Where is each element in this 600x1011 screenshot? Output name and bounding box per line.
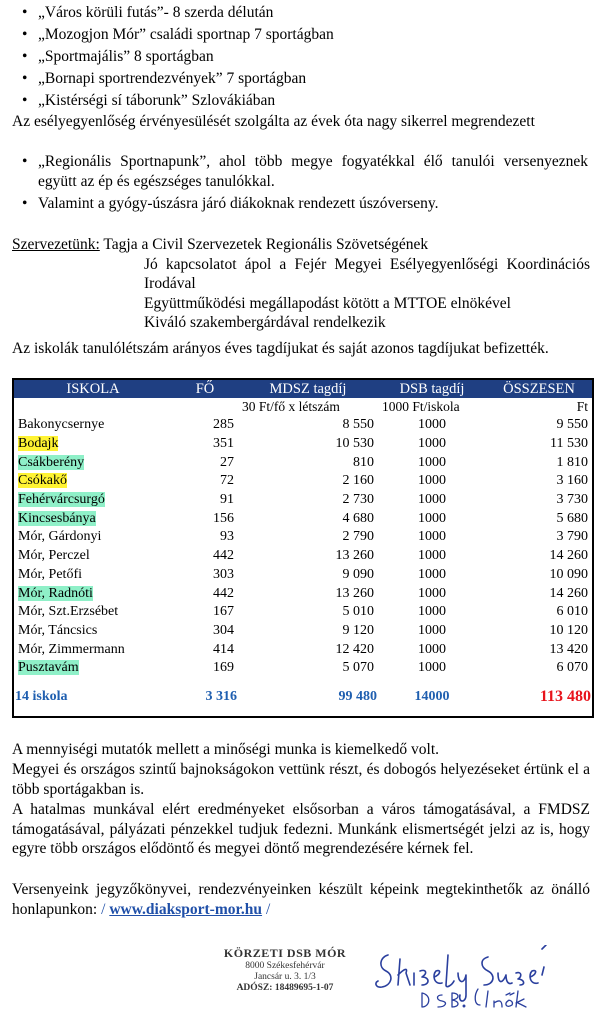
stamp-line: KÖRZETI DSB MÓR	[223, 946, 347, 960]
fo-cell: 72	[220, 473, 234, 489]
total-cell: 13 420	[549, 641, 588, 657]
event-list	[12, 2, 588, 112]
website-slash: /	[97, 900, 110, 918]
table-row	[13, 453, 593, 472]
highlighted-school-name: Fehérvárcsurgó	[18, 492, 105, 508]
quality-paragraph: A mennyiségi mutatók mellett a minőségi munka is kiemelkedő volt.	[12, 741, 440, 758]
dsb-cell: 1000	[418, 454, 446, 470]
column-subheader: 30 Ft/fő x létszám	[242, 399, 340, 414]
fo-cell: 169	[213, 660, 234, 676]
fo-cell: 442	[213, 585, 234, 601]
column-subheader	[172, 398, 238, 416]
support-paragraph: A hatalmas munkával elért eredményeket elsősorban a város támogatásával, a FMDSZ támogatásával, pályázati pénzekkel tudjuk fedezni. Munkánk elismertségét jelzi az is, hogy egyre több országos elődöntő és megyei döntő megrendezésére kérnek fel.	[12, 801, 590, 857]
highlighted-school-name: Csókakő	[18, 473, 67, 489]
school-cell	[13, 472, 172, 491]
total-cell: 6 070	[556, 660, 588, 676]
totals-grand: 113 480	[539, 687, 591, 705]
column-header: FŐ	[172, 379, 238, 398]
totals-mdsz: 99 480	[338, 688, 377, 704]
column-subheader	[13, 398, 172, 416]
list-item: • „Mozogjon Mór” családi sportnap 7 sportágban	[12, 24, 588, 46]
stamp-line: 8000 Székesfehérvár	[245, 961, 325, 971]
mdsz-cell: 9 120	[342, 622, 374, 638]
equal-opportunity-paragraph: Az esélyegyenlőség érvényesülését szolgálta az évek óta nagy sikerrel megrendezett	[12, 113, 535, 130]
highlighted-school-name: Csákberény	[18, 454, 85, 470]
fo-cell: 156	[213, 510, 234, 526]
column-header: DSB tagdíj	[378, 379, 486, 398]
list-item: • „Város körüli futás”- 8 szerda délután	[12, 2, 588, 24]
school-cell: Mór, Táncsics	[18, 622, 98, 638]
table-row	[13, 566, 593, 585]
school-cell	[13, 659, 172, 678]
column-header: ÖSSZESEN	[486, 379, 593, 398]
dsb-cell: 1000	[418, 585, 446, 601]
column-header: MDSZ tagdíj	[238, 379, 378, 398]
stamp-line: Jancsár u. 3. 1/3	[254, 972, 316, 982]
school-cell	[13, 435, 172, 454]
mdsz-cell: 5 070	[342, 660, 374, 676]
dsb-cell: 1000	[418, 510, 446, 526]
organization-label: Szervezetünk:	[12, 236, 100, 253]
fo-cell: 91	[220, 492, 234, 508]
dsb-cell: 1000	[418, 436, 446, 452]
total-cell: 5 680	[556, 510, 588, 526]
column-header: ISKOLA	[13, 379, 172, 398]
mdsz-cell: 12 420	[335, 641, 374, 657]
table-row	[13, 435, 593, 454]
highlighted-school-name: Bodajk	[18, 436, 59, 452]
total-cell: 1 810	[556, 454, 588, 470]
totals-school: 14 iskola	[15, 688, 68, 704]
school-cell	[13, 453, 172, 472]
list-item: • „Kistérségi sí táborunk” Szlovákiában	[12, 90, 588, 112]
table-row	[13, 528, 593, 547]
equal-opportunity-list	[12, 152, 588, 214]
dsb-cell: 1000	[418, 529, 446, 545]
website-paragraph	[12, 880, 590, 919]
column-subheader: 1000 Ft/iskola	[382, 399, 460, 414]
mdsz-cell: 4 680	[342, 510, 374, 526]
table-row	[13, 547, 593, 566]
organization-line: Jó kapcsolatot ápol a Fejér Megyei Esélyegyenlőségi Koordinációs Irodával	[144, 255, 590, 292]
total-cell: 3 160	[556, 473, 588, 489]
totals-row	[13, 678, 593, 717]
fo-cell: 303	[213, 566, 234, 582]
organization-section	[12, 235, 590, 333]
school-cell	[13, 584, 172, 603]
total-cell: 14 260	[549, 548, 588, 564]
fee-table	[12, 378, 594, 718]
total-cell: 14 260	[549, 585, 588, 601]
school-cell: Bakonycsernye	[18, 417, 105, 433]
fo-cell: 351	[213, 436, 234, 452]
highlighted-school-name: Mór, Radnóti	[18, 585, 93, 601]
school-cell	[13, 509, 172, 528]
table-row	[13, 491, 593, 510]
signature-image	[370, 945, 590, 1011]
school-cell	[13, 491, 172, 510]
mdsz-cell: 13 260	[335, 585, 374, 601]
total-cell: 9 550	[556, 417, 588, 433]
table-body	[13, 416, 593, 678]
dsb-cell: 1000	[418, 417, 446, 433]
highlighted-school-name: Pusztavám	[18, 660, 79, 676]
table-row	[13, 659, 593, 678]
total-cell: 3 790	[556, 529, 588, 545]
table-row	[13, 622, 593, 641]
fee-paragraph: Az iskolák tanulólétszám arányos éves tagdíjukat és saját azonos tagdíjukat befizették.	[12, 340, 549, 357]
column-subheader: Ft	[576, 399, 588, 414]
dsb-cell: 1000	[418, 492, 446, 508]
mdsz-cell: 9 090	[342, 566, 374, 582]
totals-dsb: 14000	[414, 688, 450, 704]
dsb-cell: 1000	[418, 604, 446, 620]
website-slash: /	[262, 900, 271, 918]
list-item: • „Regionális Sportnapunk”, ahol több megye fogyatékkal élő tanulói versenyeznek együtt az ép és egészséges tanulókkal.	[12, 152, 588, 191]
totals-fo: 3 316	[205, 688, 237, 704]
fo-cell: 167	[213, 604, 234, 620]
table-header-row	[13, 379, 593, 398]
organization-line: Tagja a Civil Szervezetek Regionális Szövetségének	[99, 236, 429, 253]
mdsz-cell: 10 530	[335, 436, 374, 452]
mdsz-cell: 2 790	[342, 529, 374, 545]
dsb-cell: 1000	[418, 641, 446, 657]
mdsz-cell: 2 160	[342, 473, 374, 489]
dsb-cell: 1000	[418, 660, 446, 676]
fo-cell: 93	[220, 529, 234, 545]
list-item: • „Sportmajális” 8 sportágban	[12, 46, 588, 68]
fo-cell: 414	[213, 641, 234, 657]
website-text: Versenyeink jegyzőkönyvei, rendezvényeinken készült képeink megtekinthetők az önálló honlapunkon:	[12, 881, 590, 918]
mdsz-cell: 13 260	[335, 548, 374, 564]
school-cell: Mór, Gárdonyi	[18, 529, 102, 545]
table-row	[13, 603, 593, 622]
website-link[interactable]: www.diaksport-mor.hu	[109, 900, 263, 918]
organization-line: Együttműködési megállapodást kötött a MTTOE elnökével	[144, 294, 511, 312]
organization-line: Kiváló szakembergárdával rendelkezik	[144, 314, 386, 331]
total-cell: 6 010	[556, 604, 588, 620]
fo-cell: 442	[213, 548, 234, 564]
school-cell: Mór, Zimmermann	[18, 641, 125, 657]
mdsz-cell: 2 730	[342, 492, 374, 508]
table-subheader-row	[13, 398, 593, 416]
highlighted-school-name: Kincsesbánya	[18, 510, 96, 526]
list-item: • „Bornapi sportrendezvények” 7 sportágban	[12, 68, 588, 90]
mdsz-cell: 5 010	[342, 604, 374, 620]
dsb-cell: 1000	[418, 622, 446, 638]
fo-cell: 27	[220, 454, 234, 470]
school-cell: Mór, Szt.Erzsébet	[18, 604, 119, 620]
list-item: • Valamint a gyógy-úszásra járó diákoknak rendezett úszóverseny.	[12, 194, 588, 214]
table-row	[13, 584, 593, 603]
mdsz-cell: 810	[353, 454, 374, 470]
organization-stamp	[210, 946, 360, 994]
fo-cell: 304	[213, 622, 234, 638]
dsb-cell: 1000	[418, 566, 446, 582]
table-row	[13, 509, 593, 528]
total-cell: 3 730	[556, 492, 588, 508]
school-cell: Mór, Petőfi	[18, 566, 82, 582]
total-cell: 11 530	[550, 436, 588, 452]
dsb-cell: 1000	[418, 473, 446, 489]
stamp-line: ADÓSZ: 18489695-1-07	[236, 983, 334, 993]
fo-cell: 285	[213, 417, 234, 433]
table-row	[13, 472, 593, 491]
table-row	[13, 416, 593, 435]
school-cell: Mór, Perczel	[18, 548, 90, 564]
total-cell: 10 120	[549, 622, 588, 638]
championship-paragraph: Megyei és országos szintű bajnokságokon vettünk részt, és dobogós helyezéseket értünk el a több sportágakban is.	[12, 761, 590, 798]
dsb-cell: 1000	[418, 548, 446, 564]
total-cell: 10 090	[549, 566, 588, 582]
mdsz-cell: 8 550	[342, 417, 374, 433]
table-row	[13, 640, 593, 659]
